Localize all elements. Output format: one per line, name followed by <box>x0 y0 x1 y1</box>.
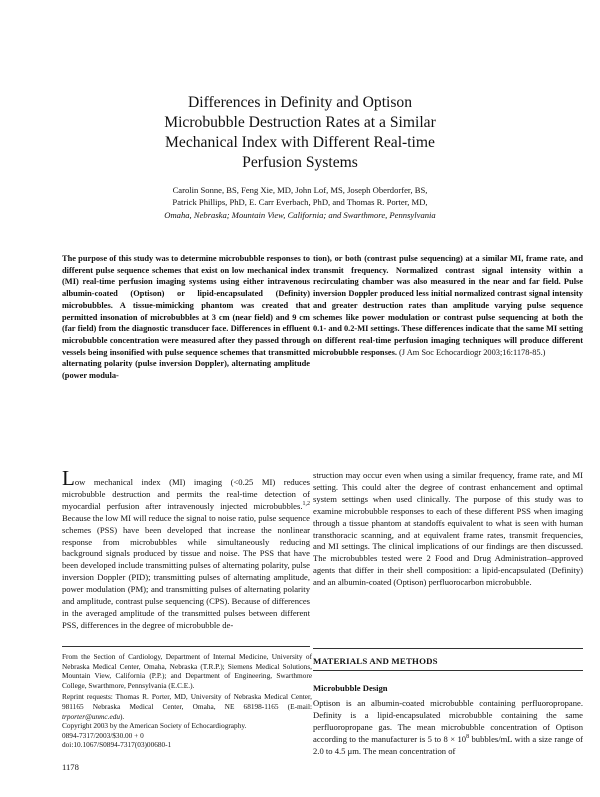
footnotes <box>62 652 312 750</box>
methods-text-a: Optison is an albumin-coated microbubble containing perfluoropropane. Definity is a lipid-encapsulated microbubble containing the same perfluoropropane gas. The mean microbubble concentration of Optison according to the manufacturer is 5 to 8 × 10 <box>313 698 583 744</box>
footnote-doi: doi:10.1067/S0894-7317(03)00680-1 <box>62 740 172 750</box>
drop-cap: L <box>62 466 75 490</box>
title-line-4: Perfusion Systems <box>242 154 358 171</box>
reference-marker: 1,2 <box>302 500 310 507</box>
abstract-citation: (J Am Soc Echocardiogr 2003;16:1178-85.) <box>399 347 546 357</box>
footnote-reprint: Reprint requests: Thomas R. Porter, MD, University of Nebraska Medical Center, 981165 Nebraska Medical Center, Omaha, NE 68198-1165 (E-mail: trporter@unmc.edu). <box>62 692 312 721</box>
intro-text-right: struction may occur even when using a similar frequency, frame rate, and MI setting. This could alter the degree of contrast enhancement and optimal system settings when used clinically. The purpose of this study was to examine microbubble responses to each of these different PSS when imaging through a tissue phantom at standoffs equivalent to what is seen with human transthoracic scanning, and at equivalent frame rates, transmit frequencies, and MI settings. The clinical implications of our findings are then discussed. The microbubbles tested were 2 Food and Drug Administration–approved agents that differ in their shell composition: a lipid-encapsulated (Definity) and an albumin-coated (Optison) perfluorocarbon microbubble. <box>313 470 583 588</box>
footnote-issn: 0894-7317/2003/$30.00 + 0 <box>62 730 144 740</box>
section-rule-bottom <box>313 670 583 671</box>
subsection-heading: Microbubble Design <box>313 683 388 693</box>
authors-line-1: Carolin Sonne, BS, Feng Xie, MD, John Lof, MS, Joseph Oberdorfer, BS, <box>172 185 428 195</box>
methods-paragraph <box>313 698 583 758</box>
page-number: 1178 <box>62 762 79 772</box>
methods-exponent: 8 <box>466 733 470 740</box>
abstract-left-column <box>62 253 310 382</box>
footnote-divider <box>62 646 310 647</box>
intro-right-column <box>313 470 583 589</box>
footnote-affiliation: From the Section of Cardiology, Department of Internal Medicine, University of Nebraska Medical Center, Omaha, Nebraska (T.R.P.); Siemens Medical Solutions, Mountain View, California (P.P.); and Department of Engineering, Swarthmore College, Swarthmore, Pennsylvania (E.C.E.). <box>62 652 312 690</box>
abstract-text-right: tion), or both (contrast pulse sequencing) at a similar MI, frame rate, and transmit frequency. Normalized contrast signal intensity within a recirculating chamber was also measured in the near and far field. Pulse inversion Doppler produced less initial normalized contrast signal intensity and greater destruction rates than amplitude varying pulse sequence schemes like power modulation or contrast pulse sequencing at both the 0.1- and 0.2-MI settings. These differences indicate that the same MI setting on different real-time perfusion imaging techniques will produce different microbubble responses. <box>313 254 583 357</box>
section-heading: MATERIALS AND METHODS <box>313 656 438 666</box>
author-block <box>120 184 480 221</box>
title-line-3: Mechanical Index with Different Real-time <box>165 134 435 151</box>
authors-line-2: Patrick Phillips, PhD, E. Carr Everbach, PhD, and Thomas R. Porter, MD, <box>172 197 428 208</box>
section-rule-top <box>313 648 583 649</box>
author-affiliations: Omaha, Nebraska; Mountain View, California; and Swarthmore, Pennsylvania <box>164 209 436 220</box>
title-line-2: Microbubble Destruction Rates at a Similar <box>164 114 436 131</box>
abstract-right-column <box>313 253 583 358</box>
intro-text-a: ow mechanical index (MI) imaging (<0.25 MI) reduces microbubble destruction and permits the real-time detection of myocardial perfusion after intravenously injected microbubbles. <box>62 477 310 511</box>
article-title <box>80 93 520 173</box>
intro-left-column <box>62 466 310 632</box>
intro-text-b: Because the low MI will reduce the signal to noise ratio, pulse sequence schemes (PSS) have been developed that increase the nonlinear response from microbubbles while simultaneously reducing background signals produced by tissue and noise. The PSS that have been developed include transmitting pulses of alternating polarity, pulse inversion Doppler (PID); transmitting pulses of alternating amplitude, power modulation (PM); and transmitting pulses of alternating polarity and amplitude, contrast pulse sequencing (CPS). Because of differences in the averaged amplitude of the transmitted pulses between different PSS, differences in the degree of microbubble de- <box>62 512 310 630</box>
footnote-email: trporter@unmc.edu <box>62 711 120 721</box>
title-line-1: Differences in Definity and Optison <box>187 94 413 111</box>
abstract-text-left: The purpose of this study was to determine microbubble responses to different pulse sequence schemes that exist on low mechanical index (MI) real-time perfusion imaging systems using either intravenous albumin-coated (Optison) or lipid-encapsulated (Definity) microbubbles. A tissue-mimicking phantom was created that permitted insonation of microbubbles at 3 cm (near field) and 9 cm (far field) from the diagnostic transducer face. Differences in effluent microbubble concentration were measured after they passed through vessels being insonified with pulse sequence schemes that transmitted alternating polarity (pulse inversion Doppler), alternating amplitude (power modula- <box>62 254 310 381</box>
footnote-copyright: Copyright 2003 by the American Society of Echocardiography. <box>62 721 247 731</box>
methods-text-b: bubbles/mL with a size range of 2.0 to 4.5 μm. The mean concentration of <box>313 733 584 756</box>
